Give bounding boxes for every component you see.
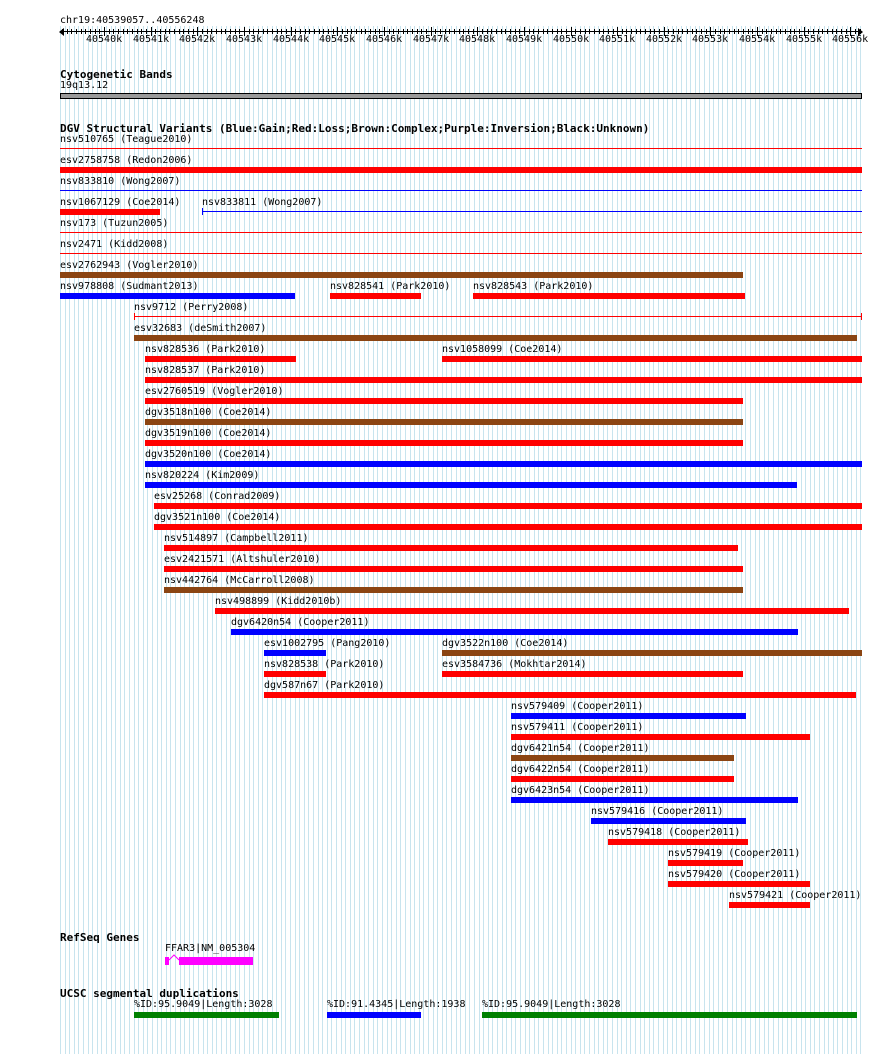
- ruler-tick-label: 40544k: [273, 34, 310, 45]
- ruler-tick-label: 40554k: [739, 34, 776, 45]
- cytoband-bar: [60, 93, 862, 99]
- dgv-feature-endcap: [134, 313, 135, 320]
- dgv-feature-label[interactable]: esv1002795 (Pang2010): [264, 638, 391, 649]
- dgv-feature-glyph[interactable]: [145, 482, 797, 488]
- dgv-feature-label[interactable]: dgv3519n100 (Coe2014): [145, 428, 272, 439]
- dgv-feature-label[interactable]: nsv579409 (Cooper2011): [511, 701, 644, 712]
- dgv-feature-label[interactable]: nsv442764 (McCarroll2008): [164, 575, 315, 586]
- ruler-minor-tick: [403, 29, 404, 34]
- dgv-feature-glyph[interactable]: [591, 818, 746, 824]
- dgv-feature-glyph[interactable]: [60, 209, 160, 215]
- ruler-minor-tick: [216, 29, 217, 34]
- ruler-tick-label: 40542k: [179, 34, 216, 45]
- ruler-minor-tick: [589, 29, 590, 34]
- dgv-feature-label[interactable]: nsv1058099 (Coe2014): [442, 344, 563, 355]
- ruler-minor-tick: [361, 29, 362, 34]
- ruler-tick-label: 40548k: [459, 34, 496, 45]
- ruler-line: [60, 31, 862, 32]
- ruler-minor-tick: [123, 29, 124, 34]
- dgv-feature-glyph[interactable]: [511, 755, 734, 761]
- ruler-tick-label: 40541k: [133, 34, 170, 45]
- segdup-bar[interactable]: [482, 1012, 857, 1018]
- ruler-minor-tick: [594, 29, 595, 34]
- dgv-feature-label[interactable]: nsv828537 (Park2010): [145, 365, 266, 376]
- dgv-feature-label[interactable]: nsv820224 (Kim2009): [145, 470, 260, 481]
- dgv-feature-glyph[interactable]: [511, 797, 798, 803]
- ruler-minor-tick: [449, 29, 450, 34]
- dgv-feature-label[interactable]: dgv6422n54 (Cooper2011): [511, 764, 650, 775]
- segdup-track-title: UCSC segmental duplications: [60, 987, 239, 1000]
- dgv-feature-label[interactable]: nsv828538 (Park2010): [264, 659, 385, 670]
- dgv-feature-glyph[interactable]: [231, 629, 798, 635]
- segdup-label[interactable]: %ID:95.9049|Length:3028: [482, 999, 621, 1010]
- dgv-feature-label[interactable]: nsv579411 (Cooper2011): [511, 722, 644, 733]
- dgv-feature-label[interactable]: nsv2471 (Kidd2008): [60, 239, 169, 250]
- ruler-minor-tick: [309, 29, 310, 34]
- dgv-track-title: DGV Structural Variants (Blue:Gain;Red:Loss;Brown:Complex;Purple:Inversion;Black:Unknown): [60, 122, 650, 135]
- ruler-minor-tick: [67, 29, 68, 34]
- ruler-minor-tick: [687, 29, 688, 34]
- dgv-feature-glyph[interactable]: [330, 293, 421, 299]
- dgv-feature-glyph[interactable]: [134, 316, 862, 317]
- ruler-tick-label: 40546k: [366, 34, 403, 45]
- ruler-minor-tick: [729, 29, 730, 34]
- dgv-feature-glyph[interactable]: [511, 734, 810, 740]
- ruler-minor-tick: [501, 29, 502, 34]
- dgv-feature-glyph[interactable]: [668, 881, 810, 887]
- refseq-track-title: RefSeq Genes: [60, 931, 140, 944]
- ruler-minor-tick: [682, 29, 683, 34]
- ruler-minor-tick: [640, 29, 641, 34]
- ruler-tick-label: 40551k: [599, 34, 636, 45]
- dgv-feature-glyph[interactable]: [154, 503, 862, 509]
- dgv-feature-label[interactable]: esv2421571 (Altshuler2010): [164, 554, 321, 565]
- ruler-minor-tick: [636, 29, 637, 34]
- cytoband-label: 19q13.12: [60, 80, 109, 91]
- dgv-feature-glyph[interactable]: [264, 650, 326, 656]
- dgv-feature-glyph[interactable]: [60, 232, 862, 233]
- dgv-feature-label[interactable]: nsv9712 (Perry2008): [134, 302, 249, 313]
- dgv-feature-label[interactable]: nsv510765 (Teague2010): [60, 134, 193, 145]
- dgv-feature-glyph[interactable]: [442, 650, 862, 656]
- ruler-minor-tick: [734, 29, 735, 34]
- ruler-minor-tick: [356, 29, 357, 34]
- dgv-feature-label[interactable]: nsv514897 (Campbell2011): [164, 533, 309, 544]
- ruler-minor-tick: [314, 29, 315, 34]
- dgv-feature-glyph[interactable]: [164, 545, 738, 551]
- dgv-feature-label[interactable]: dgv3522n100 (Coe2014): [442, 638, 569, 649]
- dgv-feature-glyph[interactable]: [60, 190, 862, 191]
- dgv-feature-glyph[interactable]: [608, 839, 748, 845]
- dgv-feature-label[interactable]: nsv828536 (Park2010): [145, 344, 266, 355]
- ruler-minor-tick: [822, 29, 823, 34]
- dgv-feature-label[interactable]: esv2760519 (Vogler2010): [145, 386, 284, 397]
- dgv-feature-glyph[interactable]: [473, 293, 745, 299]
- dgv-feature-glyph[interactable]: [668, 860, 743, 866]
- dgv-feature-endcap: [861, 313, 862, 320]
- ruler-minor-tick: [169, 29, 170, 34]
- dgv-feature-glyph[interactable]: [154, 524, 862, 530]
- ruler-minor-tick: [71, 29, 72, 34]
- ruler-minor-tick: [547, 29, 548, 34]
- segdup-bar[interactable]: [327, 1012, 421, 1018]
- dgv-feature-label[interactable]: nsv828541 (Park2010): [330, 281, 451, 292]
- dgv-feature-glyph[interactable]: [511, 713, 746, 719]
- ruler-minor-tick: [827, 29, 828, 34]
- dgv-feature-label[interactable]: nsv833810 (Wong2007): [60, 176, 181, 187]
- segdup-bar[interactable]: [134, 1012, 279, 1018]
- dgv-feature-label[interactable]: nsv579418 (Cooper2011): [608, 827, 741, 838]
- dgv-feature-label[interactable]: nsv579419 (Cooper2011): [668, 848, 801, 859]
- dgv-feature-label[interactable]: nsv1067129 (Coe2014): [60, 197, 181, 208]
- dgv-feature-glyph[interactable]: [164, 587, 743, 593]
- dgv-feature-label[interactable]: dgv6423n54 (Cooper2011): [511, 785, 650, 796]
- ruler-tick-label: 40552k: [646, 34, 683, 45]
- dgv-feature-label[interactable]: dgv6420n54 (Cooper2011): [231, 617, 370, 628]
- ruler-tick-label: 40550k: [553, 34, 590, 45]
- dgv-feature-label[interactable]: nsv579421 (Cooper2011): [729, 890, 862, 901]
- ruler-minor-tick: [267, 29, 268, 34]
- ruler-tick-label: 40556k: [832, 34, 869, 45]
- ruler-minor-tick: [543, 29, 544, 34]
- dgv-feature-glyph[interactable]: [60, 167, 862, 173]
- dgv-feature-label[interactable]: nsv833811 (Wong2007): [202, 197, 323, 208]
- dgv-feature-label[interactable]: nsv828543 (Park2010): [473, 281, 594, 292]
- dgv-feature-label[interactable]: esv3584736 (Mokhtar2014): [442, 659, 587, 670]
- dgv-feature-glyph[interactable]: [60, 293, 295, 299]
- ruler-tick-label: 40543k: [226, 34, 263, 45]
- ruler-tick-label: 40547k: [413, 34, 450, 45]
- dgv-feature-glyph[interactable]: [60, 148, 862, 149]
- dgv-feature-label[interactable]: nsv498899 (Kidd2010b): [215, 596, 342, 607]
- dgv-feature-glyph[interactable]: [442, 671, 743, 677]
- dgv-feature-label[interactable]: nsv978808 (Sudmant2013): [60, 281, 199, 292]
- dgv-feature-glyph[interactable]: [60, 272, 743, 278]
- dgv-feature-label[interactable]: esv2758758 (Redon2006): [60, 155, 193, 166]
- refseq-gene-label[interactable]: FFAR3|NM_005304: [165, 943, 256, 954]
- ruler-minor-tick: [407, 29, 408, 34]
- dgv-feature-glyph[interactable]: [442, 356, 862, 362]
- dgv-feature-label[interactable]: dgv6421n54 (Cooper2011): [511, 743, 650, 754]
- ruler-tick-label: 40545k: [319, 34, 356, 45]
- dgv-feature-glyph[interactable]: [145, 419, 743, 425]
- segdup-label[interactable]: %ID:95.9049|Length:3028: [134, 999, 273, 1010]
- ruler-tick-label: 40555k: [786, 34, 823, 45]
- dgv-feature-glyph[interactable]: [202, 211, 862, 212]
- ruler-minor-tick: [221, 29, 222, 34]
- ruler-left-arrow-icon: [59, 28, 64, 36]
- refseq-intron-icon: [169, 954, 179, 962]
- dgv-feature-glyph[interactable]: [729, 902, 810, 908]
- ruler-tick-label: 40553k: [692, 34, 729, 45]
- dgv-feature-label[interactable]: dgv3521n100 (Coe2014): [154, 512, 281, 523]
- ruler-minor-tick: [263, 29, 264, 34]
- ruler-minor-tick: [454, 29, 455, 34]
- ruler-minor-tick: [81, 29, 82, 34]
- dgv-feature-label[interactable]: esv2762943 (Vogler2010): [60, 260, 199, 271]
- segdup-label[interactable]: %ID:91.4345|Length:1938: [327, 999, 466, 1010]
- location-label: chr19:40539057..40556248: [60, 15, 205, 26]
- dgv-feature-glyph[interactable]: [264, 692, 856, 698]
- dgv-feature-glyph[interactable]: [511, 776, 734, 782]
- dgv-feature-glyph[interactable]: [134, 335, 857, 341]
- dgv-feature-glyph[interactable]: [164, 566, 743, 572]
- dgv-feature-glyph[interactable]: [145, 377, 862, 383]
- dgv-feature-label[interactable]: esv25268 (Conrad2009): [154, 491, 281, 502]
- dgv-feature-label[interactable]: esv32683 (deSmith2007): [134, 323, 267, 334]
- ruler-minor-tick: [127, 29, 128, 34]
- refseq-exon[interactable]: [179, 957, 253, 965]
- dgv-feature-endcap: [202, 208, 203, 215]
- dgv-feature-label[interactable]: nsv579420 (Cooper2011): [668, 869, 801, 880]
- ruler-minor-tick: [776, 29, 777, 34]
- cytoband-track-title: Cytogenetic Bands: [60, 68, 173, 81]
- ruler-minor-tick: [174, 29, 175, 34]
- dgv-feature-glyph[interactable]: [145, 356, 296, 362]
- ruler-minor-tick: [76, 29, 77, 34]
- ruler-tick-label: 40549k: [506, 34, 543, 45]
- dgv-feature-glyph[interactable]: [215, 608, 849, 614]
- dgv-feature-label[interactable]: nsv173 (Tuzun2005): [60, 218, 169, 229]
- ruler-tick-label: 40540k: [86, 34, 123, 45]
- dgv-feature-label[interactable]: dgv587n67 (Park2010): [264, 680, 385, 691]
- dgv-feature-label[interactable]: dgv3518n100 (Coe2014): [145, 407, 272, 418]
- dgv-feature-glyph[interactable]: [145, 461, 862, 467]
- dgv-feature-glyph[interactable]: [60, 253, 862, 254]
- ruler-minor-tick: [496, 29, 497, 34]
- dgv-feature-label[interactable]: nsv579416 (Cooper2011): [591, 806, 724, 817]
- dgv-feature-glyph[interactable]: [264, 671, 326, 677]
- dgv-feature-glyph[interactable]: [145, 440, 743, 446]
- ruler-minor-tick: [780, 29, 781, 34]
- dgv-feature-glyph[interactable]: [145, 398, 743, 404]
- dgv-feature-label[interactable]: dgv3520n100 (Coe2014): [145, 449, 272, 460]
